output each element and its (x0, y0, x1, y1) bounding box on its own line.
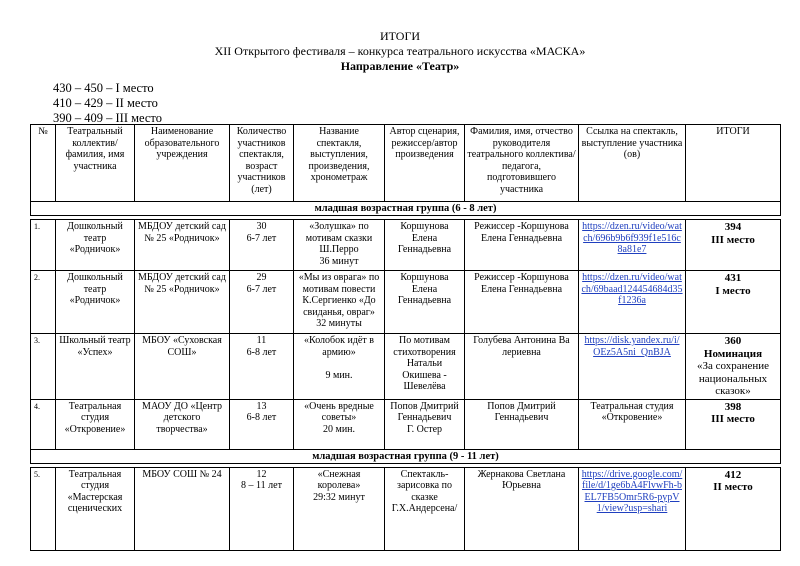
score-value: 394 (724, 221, 742, 233)
result-cell (686, 399, 781, 449)
table-row (31, 467, 781, 550)
count-cell: 29 6-7 лет (230, 271, 294, 334)
row-number: 5. (31, 467, 56, 550)
score-value: 398 (724, 400, 742, 413)
link-cell (579, 220, 686, 271)
rank-legend (53, 81, 162, 126)
doc-title: ИТОГИ (379, 29, 421, 43)
performance-title-cell: «Колобок идёт в армию» 9 мин. (294, 334, 385, 400)
place-value: I место (715, 284, 751, 297)
leader-cell: Режиссер -Коршунова Елена Геннадьевна (465, 271, 579, 334)
header-num: № (31, 125, 56, 202)
author-cell: Попов Дмитрий Геннадьевич Г. Остер (385, 399, 465, 449)
collective-cell: Школьный театр «Успех» (56, 334, 135, 400)
row-number: 1. (31, 220, 56, 271)
result-cell (686, 271, 781, 334)
group-row (31, 202, 781, 216)
result-cell (686, 220, 781, 271)
row-number: 4. (31, 399, 56, 449)
link-text: Театральная студия «Откровение» (590, 400, 674, 423)
collective-cell: Дошкольный театр «Родничок» (56, 220, 135, 271)
table-row (31, 334, 781, 400)
table-header-row (31, 125, 781, 202)
performance-link[interactable]: https://disk.yandex.ru/i/OEz5A5ni_QnBJA (584, 335, 680, 358)
header-school: Наименование образовательного учреждения (135, 125, 230, 202)
group-row (31, 449, 781, 463)
place-value: Номинация (703, 347, 763, 360)
table-row (31, 399, 781, 449)
link-cell (579, 467, 686, 550)
header-title: Название спектакля, выступления, произведения, хронометраж (294, 125, 385, 202)
table-row (31, 220, 781, 271)
table-row (31, 271, 781, 334)
rank-line: 410 – 429 – II место (53, 96, 158, 110)
header-count: Количество участников спектакля, возраст участников (лет) (230, 125, 294, 202)
score-value: 431 (724, 272, 742, 284)
link-cell (579, 399, 686, 449)
count-cell: 13 6-8 лет (230, 399, 294, 449)
group-label: младшая возрастная группа (9 - 11 лет) (31, 449, 781, 463)
group-label: младшая возрастная группа (6 - 8 лет) (31, 202, 781, 216)
school-cell: МБОУ «Суховская СОШ» (135, 334, 230, 400)
performance-link[interactable]: https://dzen.ru/video/watch/69baad124454684d35f1236a (581, 272, 683, 306)
performance-link[interactable]: https://dzen.ru/video/watch/696b9b6f939f1e516c8a81e7 (582, 221, 682, 255)
result-cell (686, 334, 781, 400)
leader-cell: Жернакова Светлана Юрьевна (465, 467, 579, 550)
header-leader: Фамилия, имя, отчество руководителя театрального коллектива/ педагога, подготовившего участника (465, 125, 579, 202)
collective-cell: Театральная студия «Откровение» (56, 399, 135, 449)
leader-cell: Голубева Антонина Ва лериевна (465, 334, 579, 400)
author-cell: По мотивам стихотворения Натальи Окишева - Шевелёва (385, 334, 465, 400)
doc-direction: Направление «Театр» (340, 59, 460, 73)
score-value: 360 (724, 335, 742, 347)
performance-title-cell: «Золушка» по мотивам сказки Ш.Перро 36 минут (294, 220, 385, 271)
performance-title-cell: «Снежная королева» 29:32 минут (294, 467, 385, 550)
collective-cell: Театральная студия «Мастерская сценических (56, 467, 135, 550)
school-cell: МАОУ ДО «Центр детского творчества» (135, 399, 230, 449)
nomination-note: «За сохранение национальных сказок» (696, 360, 770, 397)
score-value: 412 (724, 468, 742, 481)
school-cell: МБОУ СОШ № 24 (135, 467, 230, 550)
link-cell (579, 271, 686, 334)
performance-title-cell: «Очень вредные советы» 20 мин. (294, 399, 385, 449)
results-table (30, 124, 781, 551)
header-author: Автор сценария, режиссер/автор произведения (385, 125, 465, 202)
leader-cell: Режиссер -Коршунова Елена Геннадьевна (465, 220, 579, 271)
place-value: III место (711, 413, 755, 425)
place-value: III место (711, 233, 755, 246)
performance-title-cell: «Мы из оврага» по мотивам повести К.Сергиенко «До свиданья, овраг» 32 минуты (294, 271, 385, 334)
count-cell: 30 6-7 лет (230, 220, 294, 271)
count-cell: 12 8 – 11 лет (230, 467, 294, 550)
result-cell (686, 467, 781, 550)
author-cell: Коршунова Елена Геннадьевна (385, 271, 465, 334)
leader-cell: Попов Дмитрий Геннадьевич (465, 399, 579, 449)
row-number: 3. (31, 334, 56, 400)
count-cell: 11 6-8 лет (230, 334, 294, 400)
link-cell (579, 334, 686, 400)
header-collective: Театральный коллектив/ фамилия, имя участника (56, 125, 135, 202)
rank-line: 430 – 450 – I место (53, 81, 154, 95)
rank-line: 390 – 409 – III место (53, 111, 162, 125)
school-cell: МБДОУ детский сад № 25 «Родничок» (135, 220, 230, 271)
collective-cell: Дошкольный театр «Родничок» (56, 271, 135, 334)
doc-subtitle: XII Открытого фестиваля – конкурса театрального искусства «МАСКА» (214, 44, 586, 58)
place-value: II место (713, 481, 753, 493)
header-result: ИТОГИ (686, 125, 781, 202)
school-cell: МБДОУ детский сад № 25 «Родничок» (135, 271, 230, 334)
author-cell: Коршунова Елена Геннадьевна (385, 220, 465, 271)
row-number: 2. (31, 271, 56, 334)
performance-link[interactable]: https://drive.google.com/file/d/1ge6bA4FlvwFh-bEL7FB5Omr5R6-pypV1/view?usp=shari (581, 468, 683, 514)
header-link: Ссылка на спектакль, выступление участника (ов) (579, 125, 686, 202)
author-cell: Спектакль-зарисовка по сказке Г.Х.Андерсена/ (385, 467, 465, 550)
